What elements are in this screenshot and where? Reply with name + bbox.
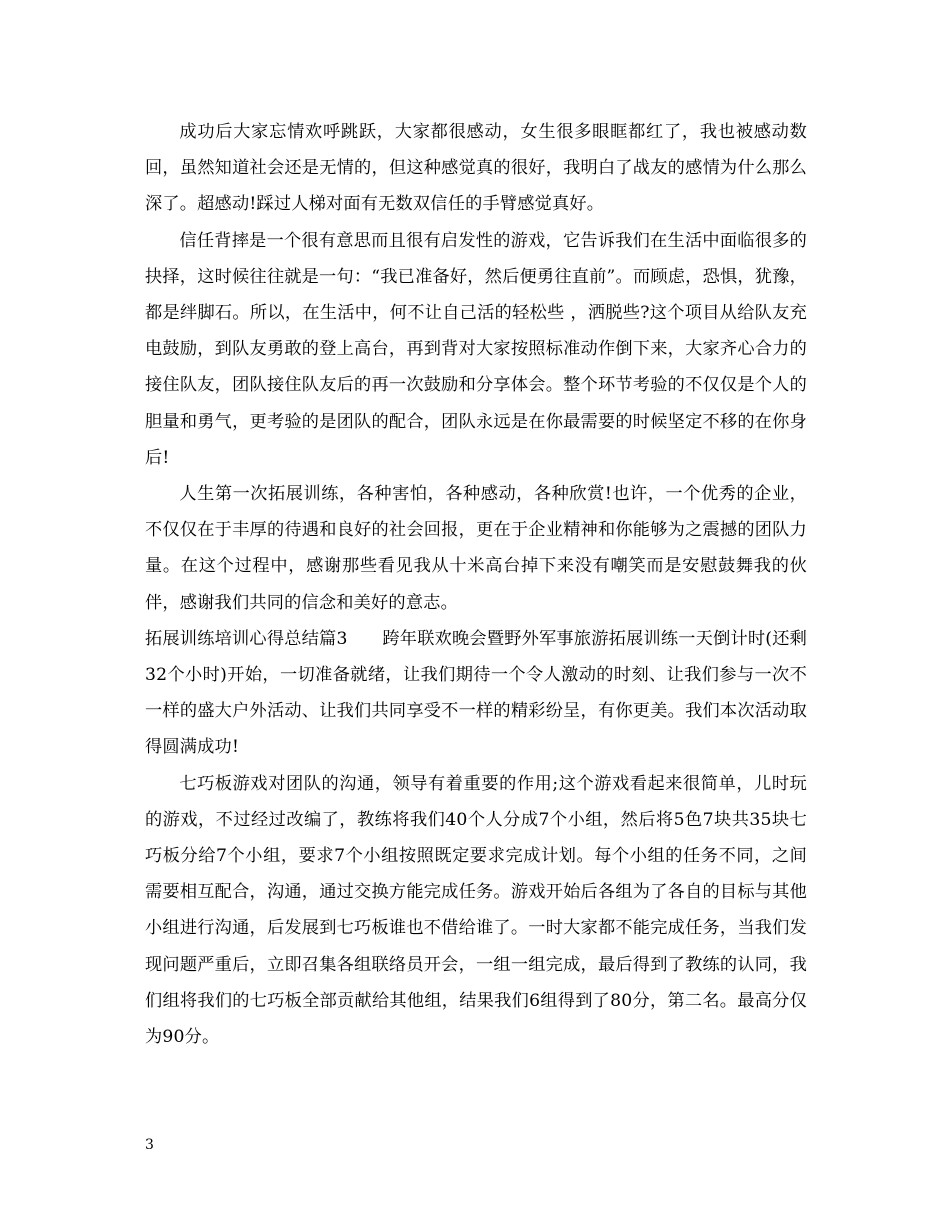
document-body [145,114,807,1055]
paragraph-1: 成功后大家忘情欢呼跳跃，大家都很感动，女生很多眼眶都红了，我也被感动数回，虽然知道社会还是无情的，但这种感觉真的很好，我明白了战友的感情为什么那么深了。超感动!踩过人梯对面有无数双信任的手臂感觉真好。 [145,122,807,215]
paragraph-3: 人生第一次拓展训练，各种害怕，各种感动，各种欣赏!也许，一个优秀的企业，不仅仅在于丰厚的待遇和良好的社会回报，更在于企业精神和你能够为之震撼的团队力量。在这个过程中，感谢那些看见我从十米高台掉下来没有嘲笑而是安慰鼓舞我的伙伴，感谢我们共同的信念和美好的意志。 [145,484,807,613]
paragraph-2: 信任背摔是一个很有意思而且很有启发性的游戏，它告诉我们在生活中面临很多的抉择，这时候往往就是一句：“我已准备好，然后便勇往直前”。而顾虑，恐惧，犹豫，都是绊脚石。所以，在生活中，何不让自己活的轻松些 ，洒脱些?这个项目从给队友充电鼓励，到队友勇敢的登上高台，再到背对大家按照标准动作倒下来，大家齐心合力的接住队友，团队接住队友后的再一次鼓励和分享体会。整个环节考验的不仅仅是个人的胆量和勇气，更考验的是团队的配合，团队永远是在你最需要的时候坚定不移的在你身后! [145,230,807,468]
paragraph-5: 七巧板游戏对团队的沟通，领导有着重要的作用;这个游戏看起来很简单，儿时玩的游戏，不过经过改编了，教练将我们40个人分成7个小组，然后将5色7块共35块七巧板分给7个小组，要求7个小组按照既定要求完成计划。每个小组的任务不同，之间需要相互配合，沟通，通过交换方能完成任务。游戏开始后各组为了各自的目标与其他小组进行沟通，后发展到七巧板谁也不借给谁了。一时大家都不能完成任务，当我们发现问题严重后，立即召集各组联络员开会，一组一组完成，最后得到了教练的认同，我们组将我们的七巧板全部贡献给其他组，结果我们6组得到了80分，第二名。最高分仅为90分。 [145,773,807,1048]
page-number: 3 [145,1137,154,1153]
paragraph-4-section-heading: 拓展训练培训心得总结篇3 跨年联欢晚会暨野外军事旅游拓展训练一天倒计时(还剩32个小时)开始，一切准备就绪，让我们期待一个令人激动的时刻、让我们参与一次不一样的盛大户外活动、让我们共同享受不一样的精彩纷呈，有你更美。我们本次活动取得圆满成功! [145,628,807,758]
